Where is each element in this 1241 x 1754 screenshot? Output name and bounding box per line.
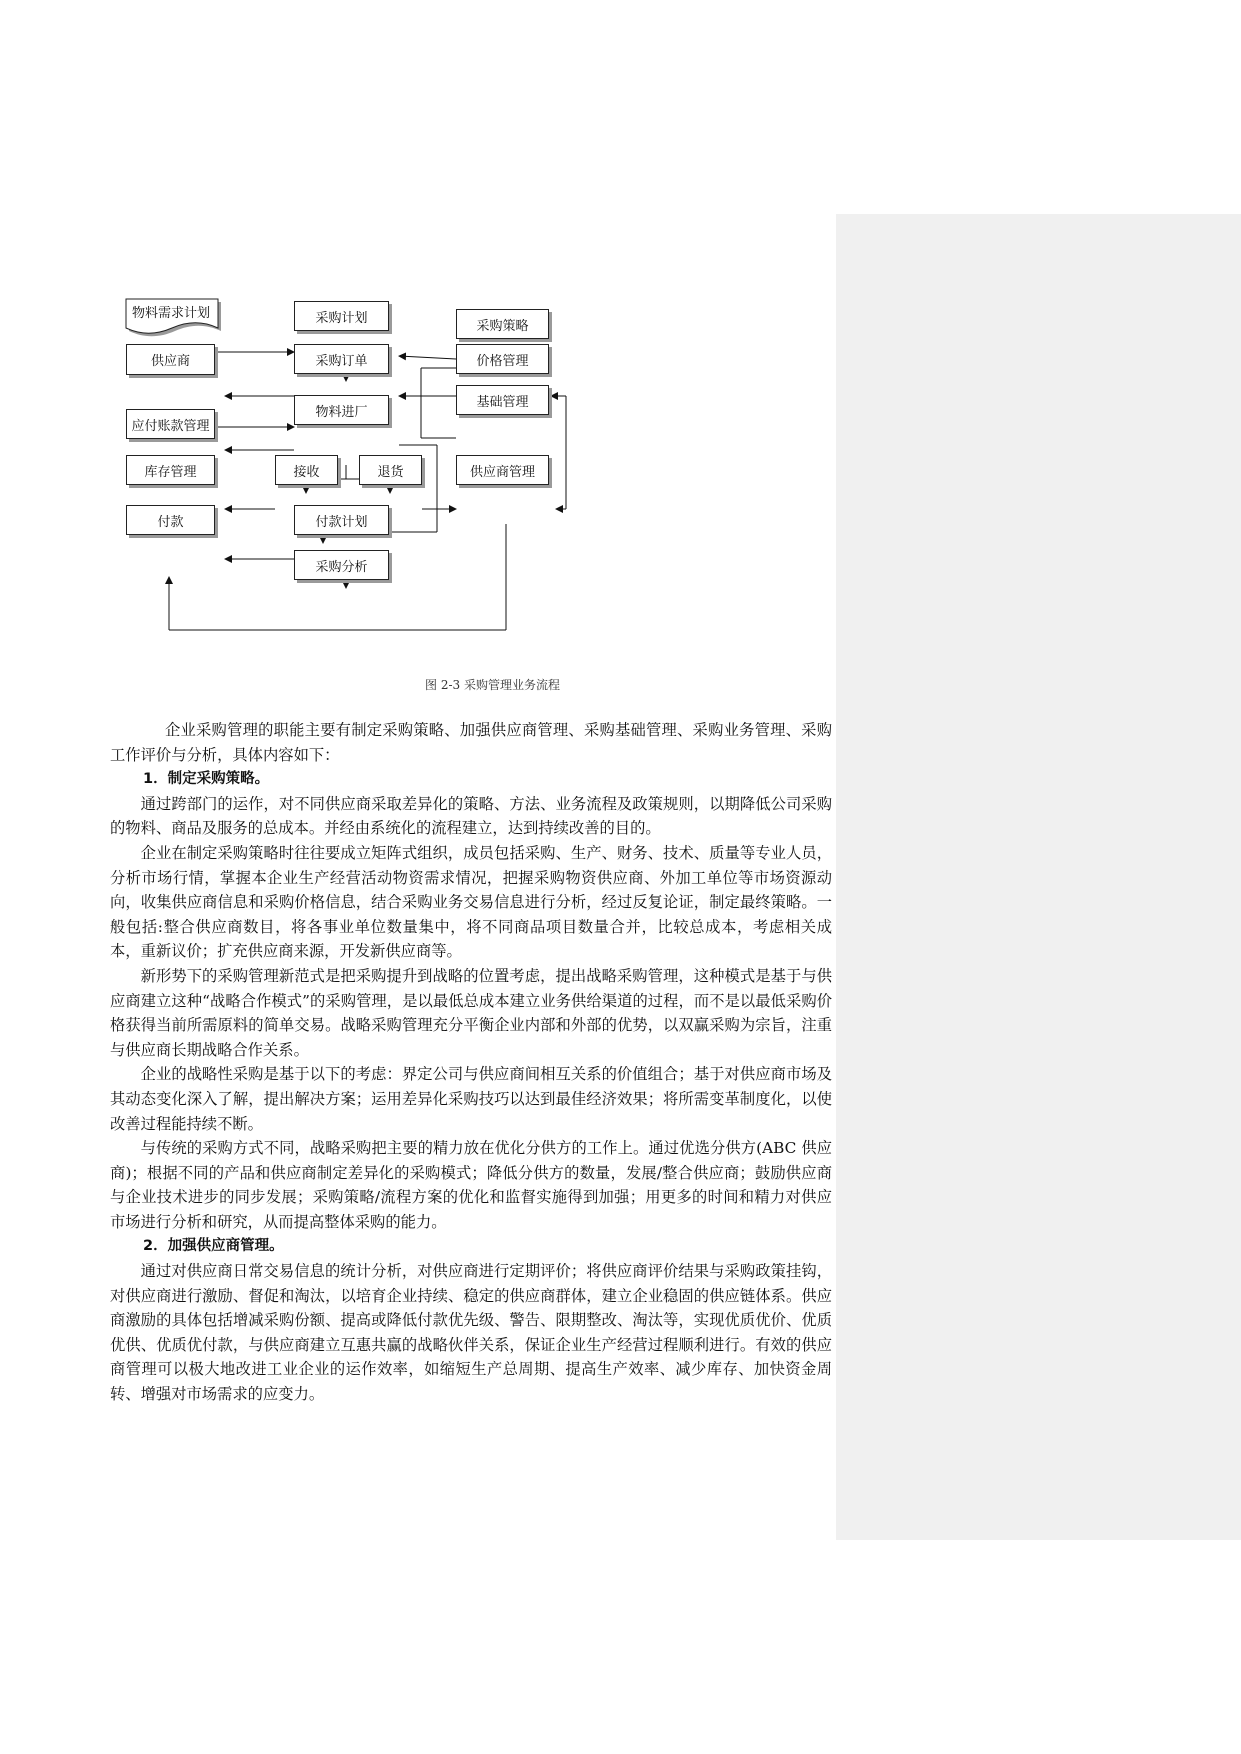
section-1-heading: 1．制定采购策略。 bbox=[143, 771, 270, 788]
node-label: 采购策略 bbox=[476, 318, 529, 334]
node-label: 退货 bbox=[377, 464, 404, 480]
node-label: 供应商 bbox=[150, 354, 190, 369]
node-label: 采购订单 bbox=[315, 353, 368, 369]
node-label: 付款计划 bbox=[315, 514, 368, 530]
paragraph: 企业在制定采购策略时往往要成立矩阵式组织，成员包括采购、生产、财务、技术、质量等专业人员，分析市场行情，掌握本企业生产经营活动物资需求情况，把握采购物资供应商、外加工单位等市场资源动向，收集供应商信息和采购价格信息，结合采购业务交易信息进行分析，经过反复论证，制定最终策略。一般包括:整合供应商数目，将各事业单位数量集中，将不同商品项目数量合并，比较总成本，考虑相关成本，重新议价；扩充供应商来源，开发新供应商等。 bbox=[110, 843, 832, 961]
node-label: 应付账款管理 bbox=[131, 418, 210, 434]
paragraph: 企业的战略性采购是基于以下的考虑：界定公司与供应商间相互关系的价值组合；基于对供应商市场及其动态变化深入了解，提出解决方案；运用差异化采购技巧以达到最佳经济效果；将所需变革制度化，以使改善过程能持续不断。 bbox=[110, 1065, 832, 1133]
intro-paragraph: 企业采购管理的职能主要有制定采购策略、加强供应商管理、采购基础管理、采购业务管理、采购工作评价与分析，具体内容如下： bbox=[110, 721, 832, 764]
body-text bbox=[110, 718, 832, 1407]
node-purchase-order bbox=[294, 344, 389, 374]
figure-caption: 图 2-3 采购管理业务流程 bbox=[425, 678, 560, 692]
node-return-goods bbox=[359, 455, 422, 485]
node-label: 采购计划 bbox=[315, 310, 368, 326]
node-label: 供应商管理 bbox=[469, 464, 535, 480]
paragraph: 与传统的采购方式不同，战略采购把主要的精力放在优化分供方的工作上。通过优选分供方(ABC 供应商)；根据不同的产品和供应商制定差异化的采购模式；降低分供方的数量，发展/整合供应商；鼓励供应商与企业技术进步的同步发展；采购策略/流程方案的优化和监督实施得到加强；用更多的时间和精力对供应市场进行分析和研究，从而提高整体采购的能力。 bbox=[110, 1139, 832, 1231]
comment-pane bbox=[836, 214, 1241, 1540]
node-supplier-mgmt bbox=[456, 455, 549, 485]
node-supplier bbox=[126, 344, 215, 375]
node-label: 基础管理 bbox=[476, 394, 529, 410]
node-purchase-analysis bbox=[294, 550, 389, 580]
node-label: 价格管理 bbox=[476, 353, 529, 369]
paragraph: 新形势下的采购管理新范式是把采购提升到战略的位置考虑，提出战略采购管理，这种模式是基于与供应商建立这种“战略合作模式”的采购管理，是以最低总成本建立业务供给渠道的过程，而不是以最低采购价格获得当前所需原料的简单交易。战略采购管理充分平衡企业内部和外部的优势，以双赢采购为宗旨，注重与供应商长期战略合作关系。 bbox=[110, 966, 832, 1059]
node-payment bbox=[126, 505, 215, 535]
node-label: 付款 bbox=[157, 514, 184, 530]
node-price-mgmt bbox=[456, 344, 549, 374]
paragraph: 通过跨部门的运作，对不同供应商采取差异化的策略、方法、业务流程及政策规则，以期降低公司采购的物料、商品及服务的总成本。并经由系统化的流程建立，达到持续改善的目的。 bbox=[110, 794, 832, 838]
node-payable-mgmt bbox=[126, 409, 215, 439]
node-material-in bbox=[294, 395, 389, 425]
node-payment-plan bbox=[294, 505, 389, 535]
node-label: 库存管理 bbox=[144, 464, 197, 480]
node-inventory-mgmt bbox=[126, 455, 215, 485]
node-receive bbox=[275, 455, 338, 485]
node-label: 物料需求计划 bbox=[132, 306, 211, 321]
node-purchase-plan bbox=[294, 301, 389, 331]
node-basic-mgmt bbox=[456, 385, 549, 415]
node-label: 物料进厂 bbox=[315, 404, 368, 420]
node-label: 采购分析 bbox=[315, 559, 368, 575]
node-material-plan bbox=[126, 299, 218, 331]
flowchart bbox=[120, 306, 640, 670]
section-2-heading: 2．加强供应商管理。 bbox=[143, 1238, 284, 1255]
node-label: 接收 bbox=[293, 464, 320, 480]
node-purchase-strategy bbox=[456, 309, 549, 339]
paragraph: 通过对供应商日常交易信息的统计分析，对供应商进行定期评价；将供应商评价结果与采购政策挂钩，对供应商进行激励、督促和淘汰，以培育企业持续、稳定的供应商群体，建立企业稳固的供应链体系。供应商激励的具体包括增减采购份额、提高或降低付款优先级、警告、限期整改、淘汰等，实现优质优价、优质优供、优质优付款，与供应商建立互惠共赢的战略伙伴关系，保证企业生产经营过程顺利进行。有效的供应商管理可以极大地改进工业企业的运作效率，如缩短生产总周期、提高生产效率、减少库存、加快资金周转、增强对市场需求的应变力。 bbox=[110, 1262, 832, 1404]
flowchart-connectors bbox=[120, 325, 640, 670]
